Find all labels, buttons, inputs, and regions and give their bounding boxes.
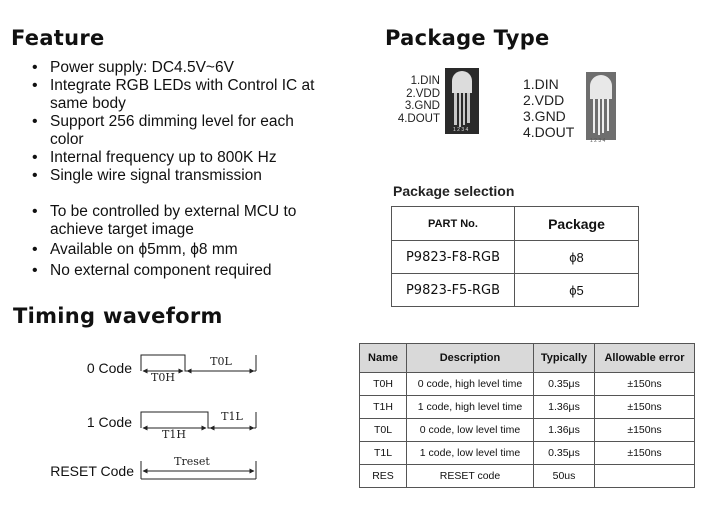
table-cell: T1L (360, 442, 407, 465)
table-cell: T0H (360, 373, 407, 396)
t1l-label: T1L (221, 410, 243, 423)
feature-item (30, 59, 360, 77)
table-cell: T1H (360, 396, 407, 419)
feature-title: Feature (11, 26, 105, 50)
t0l-label: T0L (210, 355, 232, 368)
feature-item-text: To be controlled by external MCU to (50, 203, 297, 220)
feature-item (30, 167, 360, 185)
table-row (360, 465, 695, 488)
feature-item-text: No external component required (50, 262, 272, 279)
table-cell: ±150ns (595, 442, 695, 465)
code-label: 0 Code (86, 360, 132, 376)
table-cell: 0.35μs (534, 442, 595, 465)
column-header: Description (407, 344, 534, 373)
package-type-title: Package Type (385, 26, 550, 50)
pin-label: 4.DOUT (523, 124, 575, 140)
table-row (360, 419, 695, 442)
table-cell: 1 code, low level time (407, 442, 534, 465)
table-cell: ±150ns (595, 419, 695, 442)
table-row (360, 396, 695, 419)
feature-item-text: Single wire signal transmission (50, 167, 262, 184)
table-cell: ϕ8 (515, 241, 639, 274)
table-cell: T0L (360, 419, 407, 442)
feature-item (30, 203, 360, 239)
large-led-caption: 1 2 3 4 (590, 138, 606, 144)
code-label: RESET Code (50, 463, 134, 479)
one-code-waveform (141, 410, 256, 441)
table-header-row (392, 207, 639, 241)
pin-label: 2.VDD (523, 92, 565, 108)
pin-label: 2.VDD (406, 87, 440, 100)
code-label: 1 Code (86, 414, 132, 430)
timing-title: Timing waveform (13, 304, 223, 328)
pin-label: 1.DIN (410, 75, 440, 87)
package-selection-table (391, 206, 639, 307)
zero-code-waveform (141, 355, 256, 384)
pin-label: 3.GND (404, 100, 440, 112)
column-header: Allowable error (595, 344, 695, 373)
column-header: Typically (534, 344, 595, 373)
timing-parameter-table (359, 343, 695, 488)
timing-waveform-diagram (136, 345, 262, 495)
table-row (360, 373, 695, 396)
column-header: Name (360, 344, 407, 373)
feature-item (30, 149, 360, 167)
table-cell: RESET code (407, 465, 534, 488)
table-cell: RES (360, 465, 407, 488)
table-cell: 1.36μs (534, 396, 595, 419)
feature-item-text: Support 256 dimming level for each (50, 113, 294, 130)
table-cell: ϕ5 (515, 274, 639, 307)
table-cell: 50us (534, 465, 595, 488)
feature-item-text: color (50, 131, 84, 148)
feature-item-text: Power supply: DC4.5V~6V (50, 59, 234, 76)
table-cell: 1.36μs (534, 419, 595, 442)
feature-item (30, 241, 360, 259)
feature-item (30, 113, 360, 149)
table-cell: 1 code, high level time (407, 396, 534, 419)
table-cell: 0 code, high level time (407, 373, 534, 396)
table-row (392, 241, 639, 274)
treset-label: Treset (174, 455, 210, 468)
feature-item (30, 262, 360, 280)
table-cell: P9823-F8-RGB (392, 241, 515, 274)
table-header-row (360, 344, 695, 373)
large-led-pin-list (523, 76, 583, 140)
pin-label: 4.DOUT (397, 112, 440, 125)
table-cell: ±150ns (595, 373, 695, 396)
column-header: Package (515, 207, 639, 241)
table-row (360, 442, 695, 465)
package-selection-title: Package selection (393, 183, 515, 199)
feature-item (30, 77, 360, 113)
t0h-label: T0H (151, 371, 175, 384)
pin-label: 1.DIN (523, 76, 559, 92)
feature-item-text: Internal frequency up to 800K Hz (50, 149, 277, 166)
feature-item-text: same body (50, 95, 126, 112)
large-led-image (586, 72, 616, 144)
column-header: PART No. (392, 207, 515, 241)
table-cell: 0.35μs (534, 373, 595, 396)
small-led-caption: 1 2 3 4 (453, 127, 469, 133)
small-led-image (445, 68, 479, 134)
pin-label: 3.GND (523, 108, 566, 124)
table-cell: P9823-F5-RGB (392, 274, 515, 307)
table-row (392, 274, 639, 307)
small-led-pin-list (396, 75, 440, 125)
feature-item-text: Available on ϕ5mm, ϕ8 mm (50, 241, 238, 258)
t1h-label: T1H (162, 428, 186, 441)
reset-code-waveform (141, 455, 256, 479)
table-cell: 0 code, low level time (407, 419, 534, 442)
feature-item-text: Integrate RGB LEDs with Control IC at (50, 77, 315, 94)
table-cell: ±150ns (595, 396, 695, 419)
feature-item-text: achieve target image (50, 221, 194, 238)
table-cell (595, 465, 695, 488)
feature-list (30, 59, 360, 280)
